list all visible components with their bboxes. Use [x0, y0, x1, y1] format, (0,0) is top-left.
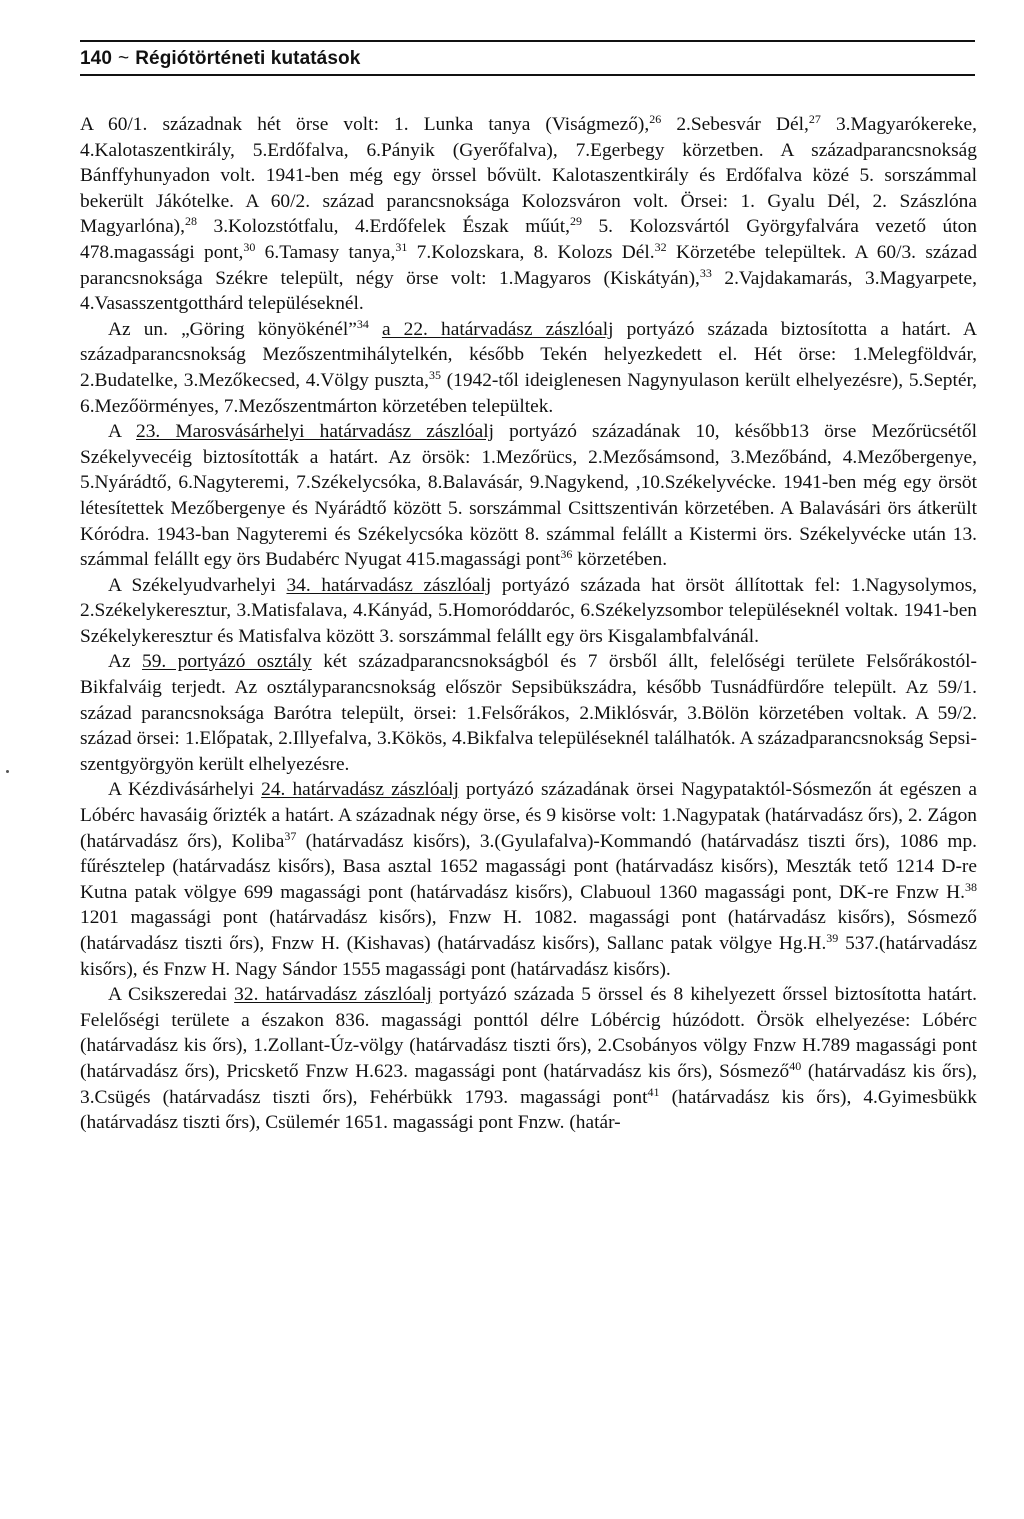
paragraph — [80, 777, 977, 982]
text-run: két századparancsnokságból és 7 örsből állt, felelőségi területe Felsőrákostól-Bikfalváig terjedt. Az osztályparancsnokság először Sepsibükszádra, később Tusnádfürdőre települt. Az 59/1. század parancsnoksága Barótra települt, örsei: 1.Felsőrákos, 2.Miklósvár, 3.Bölön körzetében voltak. A 59/2. század örsei: 1.Előpatak, 2.Illyefalva, 3.Kökös, 4.Bikfalva településeknél találhatók. A századparancsnokság Sepsiszentgyörgyön került elhelyezésre. — [80, 651, 978, 775]
unit-name: 24. határvadász zászlóalj — [261, 779, 459, 801]
text-run: A 60/1. századnak hét örse volt: 1. Lunka tanya (Viságmező), — [80, 114, 650, 135]
scan-speck — [6, 770, 9, 773]
footnote-ref: 41 — [647, 1084, 660, 1099]
footnote-ref: 31 — [395, 239, 408, 254]
footnote-ref: 40 — [789, 1058, 802, 1073]
footnote-ref: 34 — [356, 316, 369, 331]
text-run: portyázó századának 10, később13 örse Mezőrücsétől Székelyvecéig biztosították a határt. Az örsök: 1.Mezőrücs, 2.Mezősámsond, 3.Mezőbánd, 4.Mezőbergenye, 5.Nyárádtő, 6.Nagyteremi, 7.Székelycsóka, 8.Balavásár, 9.Nagykend, ,10.Székelyvécke. 1941-ben még egy örsöt létesítettek Mezőbergenye és Nyárádtő között 5. sorszámmal Csittszentiván körzetében. A Balavásári örs átkerült Kóródra. 1943-ban Nagyteremi és Székelycsóka között 8. számmal felállt a Kistermi örs. Székelyvécke után 13. számmal felállt egy örs Budabérc Nyugat 415.magassági pont — [80, 421, 977, 571]
paragraph — [80, 419, 977, 573]
journal-title: Régiótörténeti kutatások — [135, 48, 361, 69]
paragraph — [80, 982, 977, 1136]
text-run: A Kézdivásárhelyi — [108, 779, 262, 801]
text-run: 2.Sebesvár Dél, — [661, 114, 809, 135]
text-run: 3.Kolozstótfalu, 4.Erdőfelek Észak műút, — [197, 216, 570, 238]
text-run: Az — [108, 651, 143, 673]
text-run: (határvadász kis őrs), 3.Csügés (határvadász tiszti őrs), Fehérbükk 1793. magassági pont — [80, 1060, 977, 1108]
paragraph — [80, 649, 977, 777]
footnote-ref: 26 — [649, 112, 662, 126]
text-run: (határvadász kisőrs), 3.(Gyulafalva)-Kommandó (határvadász tiszti őrs), 1086 mp. fűrésztelep (határvadász kisőrs), Basa asztal 1652 magassági pont (határvadász kisőrs), Meszták tető 1214 D-re Kutna patak völgye 699 magassági pont (határvadász kisőrs), Clabuoul 1360 magassági pont, DK-re Fnzw H. — [80, 830, 977, 903]
text-run — [369, 319, 382, 340]
paragraph — [80, 573, 977, 650]
text-run: portyázó századának örsei Nagypataktól-Sósmezőn át egészen a Lóbérc havasáig őrizték a határt. A századnak négy örse, és 9 kisörse volt: 1.Nagypatak (határvadász őrs), 2. Zágon (határvadász őrs), Koliba — [80, 779, 977, 852]
text-run: 5. Kolozsvártól Györgyfalvára vezető úton 478.magassági pont, — [80, 216, 977, 263]
page-number: 140 — [80, 48, 113, 69]
unit-name: 59. portyázó osztály — [142, 651, 312, 673]
unit-name: 32. határvadász zászlóalj — [234, 984, 432, 1006]
unit-name: 34. határvadász zászlóalj — [286, 574, 492, 596]
footnote-ref: 29 — [569, 214, 582, 229]
running-header — [80, 40, 975, 76]
footnote-ref: 32 — [654, 239, 667, 254]
text-run: 2.Vajdakamarás, 3.Magyarpete, 4.Vasasszentgotthárd településeknél. — [80, 267, 977, 315]
text-run: portyázó százada 5 örssel és 8 kihelyezett őrssel biztosította határt. Felelőségi területe a északon 836. magassági ponttól délre Lóbércig húzódott. Örsök elhelyezése: Lóbérc (határvadász kis őrs), 1.Zollant-Úz-völgy (határvadász tiszti őrs), 2.Csobányos völgy Fnzw H.789 magassági pont (határvadász őrs), Pricskető Fnzw H.623. magassági pont (határvadász kis őrs), Sósmező — [80, 984, 978, 1082]
text-run: A Székelyudvarhelyi — [108, 574, 287, 596]
text-run: körzetében. — [572, 549, 668, 571]
text-run: Körzetébe települtek. A 60/3. század parancsnoksága Székre települt, négy örse volt: 1.Magyaros (Kiskátyán), — [80, 241, 978, 289]
body-text — [80, 112, 977, 1136]
paragraph — [80, 317, 977, 419]
text-run: portyázó százada biztosította a határt. A századparancsnokság Mezőszentmihálytelkén, később Tekén helyezkedett el. Hét örse: 1.Melegföldvár, 2.Budatelke, 3.Mezőkecsed, 4.Völgy puszta, — [80, 318, 977, 391]
text-run: 7.Kolozskara, 8. Kolozs Dél. — [407, 241, 655, 263]
text-run: A Csikszeredai — [108, 984, 235, 1006]
footnote-ref: 37 — [284, 828, 297, 843]
unit-name: 23. Marosvásárhelyi határvadász zászlóalj — [136, 421, 495, 443]
text-run: portyázó százada hat örsöt állítottak fel: 1.Nagysolymos, 2.Székelykeresztur, 3.Matisfalava, 4.Kányád, 5.Homoróddaróc, 6.Székelyzsombor településeknél voltak. 1941-ben Székelykeresztur és Matisfalva között 3. sorszámmal felállt egy örs Kisgalambfalvánál. — [80, 574, 977, 647]
footnote-ref: 28 — [185, 214, 197, 229]
footnote-ref: 39 — [826, 931, 839, 945]
header-separator: ~ — [118, 48, 130, 69]
unit-name: a 22. határvadász zászlóalj — [381, 318, 614, 340]
text-run: 6.Tamasy tanya, — [255, 241, 396, 263]
footnote-ref: 27 — [808, 112, 821, 126]
footnote-ref: 35 — [428, 367, 441, 382]
text-run: Az un. „Göring könyökénél” — [108, 318, 357, 340]
footnote-ref: 36 — [560, 547, 573, 562]
text-run: 3.Magyarókereke, 4.Kalotaszentkirály, 5.Erdőfalva, 6.Pányik (Gyerőfalva), 7.Egerbegy körzetben. A századparancsnokság Bánffyhunyadon volt. 1941-ben még egy örssel bővült. Kalotaszentkirály és Erdőfalva közé 5. sorszámmal bekerült Jákótelke. A 60/2. század parancsnoksága Kolozsváron volt. Örsei: 1. Gyalu Dél, 2. Szászlóna Magyarlóna), — [80, 114, 977, 238]
paragraph — [80, 112, 977, 317]
text-run: 1201 magassági pont (határvadász kisőrs), Fnzw H. 1082. magassági pont (határvadász kisőrs), Sósmező (határvadász tiszti őrs), Fnzw H. (Kishavas) (határvadász kisőrs), Sallanc patak völgye Hg.H. — [80, 907, 977, 954]
footnote-ref: 30 — [243, 239, 256, 254]
text-run: 537.(határvadász kisőrs), és Fnzw H. Nagy Sándor 1555 magassági pont (határvadász kisőrs). — [80, 933, 978, 980]
text-run: A — [108, 421, 137, 443]
text-run: (határvadász kis őrs), 4.Gyimesbükk (határvadász tiszti őrs), Csülemér 1651. magassági pont Fnzw. (határ- — [80, 1086, 977, 1134]
text-run: (1942-től ideiglenesen Nagynyulason került elhelyezésre), 5.Septér, 6.Mezőörményes, 7.Mezőszentmárton körzetében települtek. — [80, 369, 977, 417]
footnote-ref: 38 — [965, 879, 977, 894]
footnote-ref: 33 — [699, 265, 712, 280]
